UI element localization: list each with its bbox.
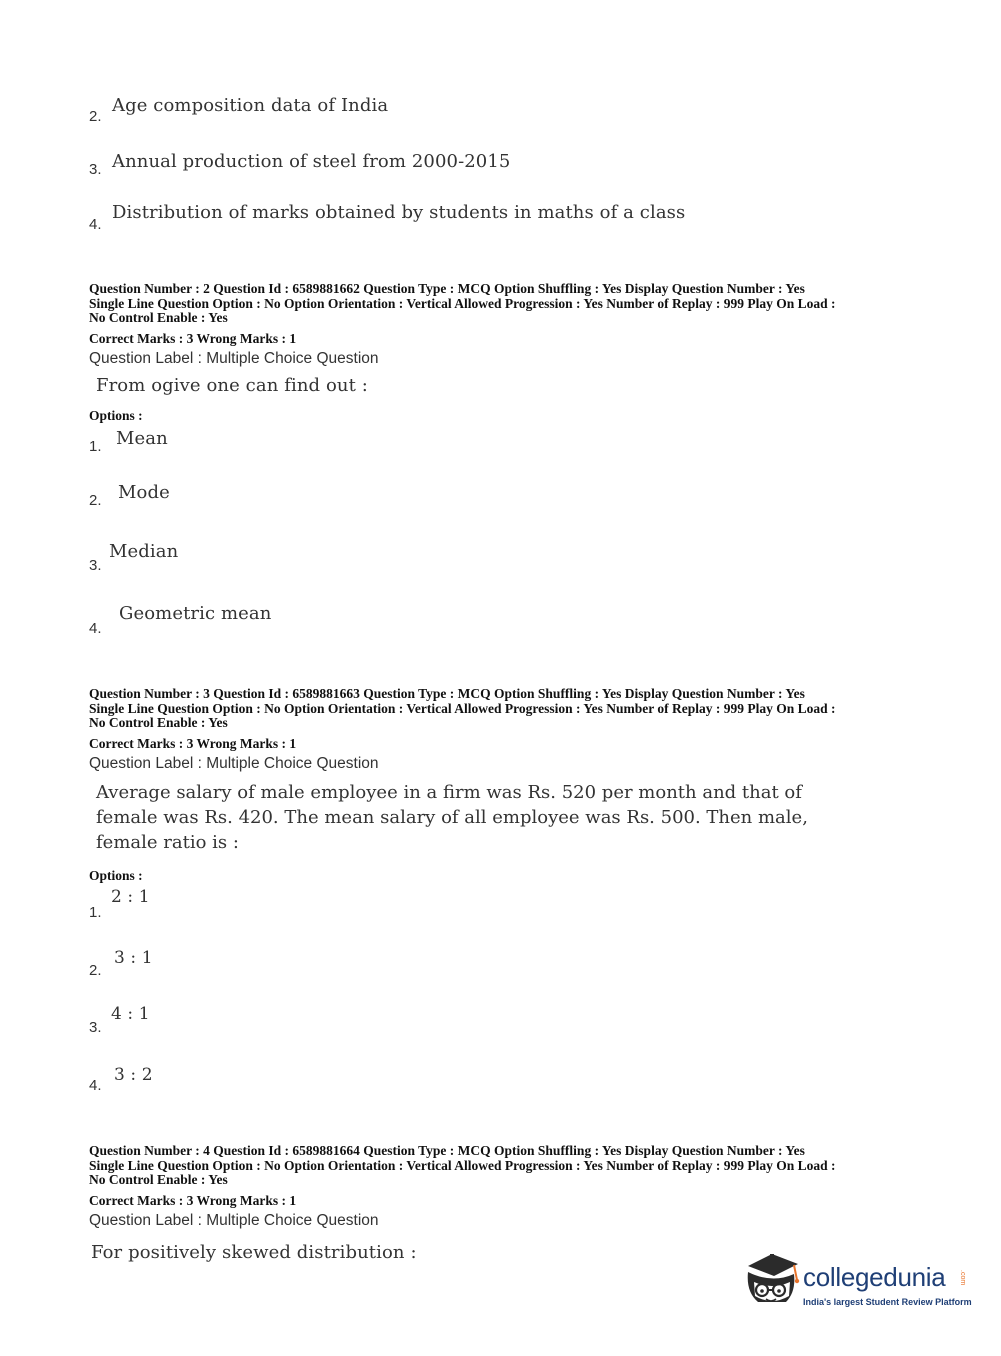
question-text — [96, 780, 808, 855]
metadata-line: No Control Enable : Yes — [89, 715, 228, 731]
question-text-line: female was Rs. 420. The mean salary of all employee was Rs. 500. Then male, — [96, 807, 808, 828]
question-label: Question Label : Multiple Choice Question — [89, 350, 379, 367]
option-number: 4. — [89, 216, 102, 233]
option-text: 3 : 2 — [114, 1065, 153, 1085]
option-text: 2 : 1 — [111, 887, 150, 907]
option-number: 2. — [89, 108, 102, 125]
question-text: From ogive one can find out : — [96, 375, 368, 396]
options-heading: Options : — [89, 868, 143, 883]
student-mascot-icon — [742, 1248, 804, 1318]
option-number: 2. — [89, 492, 102, 509]
question-text: For positively skewed distribution : — [91, 1242, 417, 1263]
question-metadata — [89, 687, 836, 731]
option-number: 4. — [89, 1077, 102, 1094]
option-number: 2. — [89, 962, 102, 979]
option-number: 3. — [89, 557, 102, 574]
question-label: Question Label : Multiple Choice Question — [89, 1212, 379, 1229]
option-text: Mode — [118, 482, 170, 503]
metadata-line: Question Number : 3 Question Id : 6589881663 Question Type : MCQ Option Shuffling : Yes Display Question Number : Yes — [89, 686, 805, 701]
option-number: 3. — [89, 161, 102, 178]
logo-wordmark: collegedunia — [803, 1262, 946, 1292]
option-text: Annual production of steel from 2000-2015 — [112, 151, 511, 172]
logo-dot-com: .com — [959, 1270, 966, 1286]
option-text: 4 : 1 — [111, 1004, 150, 1024]
option-number: 3. — [89, 1019, 102, 1036]
question-label: Question Label : Multiple Choice Question — [89, 755, 379, 772]
question-metadata — [89, 282, 836, 326]
options-heading: Options : — [89, 408, 143, 423]
metadata-line: No Control Enable : Yes — [89, 1172, 228, 1188]
collegedunia-logo — [742, 1248, 972, 1318]
metadata-line: Single Line Question Option : No Option Orientation : Vertical Allowed Progression : Yes Number of Replay : 999 Play On Load : — [89, 295, 836, 311]
metadata-line: Question Number : 2 Question Id : 6589881662 Question Type : MCQ Option Shuffling : Yes Display Question Number : Yes — [89, 281, 805, 296]
option-text: Geometric mean — [119, 603, 272, 624]
marks-info: Correct Marks : 3 Wrong Marks : 1 — [89, 331, 297, 346]
option-text: 3 : 1 — [114, 948, 153, 968]
marks-info: Correct Marks : 3 Wrong Marks : 1 — [89, 736, 297, 751]
metadata-line: Single Line Question Option : No Option Orientation : Vertical Allowed Progression : Yes Number of Replay : 999 Play On Load : — [89, 700, 836, 716]
option-number: 4. — [89, 620, 102, 637]
logo-tagline: India's largest Student Review Platform — [803, 1297, 972, 1307]
question-text-line: female ratio is : — [96, 832, 239, 853]
option-number: 1. — [89, 904, 102, 921]
option-number: 1. — [89, 438, 102, 455]
option-text: Distribution of marks obtained by students in maths of a class — [112, 202, 686, 223]
marks-info: Correct Marks : 3 Wrong Marks : 1 — [89, 1193, 297, 1208]
metadata-line: No Control Enable : Yes — [89, 310, 228, 326]
question-metadata — [89, 1144, 836, 1188]
option-text: Median — [109, 541, 179, 562]
metadata-line: Question Number : 4 Question Id : 6589881664 Question Type : MCQ Option Shuffling : Yes Display Question Number : Yes — [89, 1143, 805, 1158]
metadata-line: Single Line Question Option : No Option Orientation : Vertical Allowed Progression : Yes Number of Replay : 999 Play On Load : — [89, 1157, 836, 1173]
option-text: Age composition data of India — [112, 95, 389, 116]
question-text-line: Average salary of male employee in a firm was Rs. 520 per month and that of — [96, 782, 802, 803]
option-text: Mean — [116, 428, 168, 449]
